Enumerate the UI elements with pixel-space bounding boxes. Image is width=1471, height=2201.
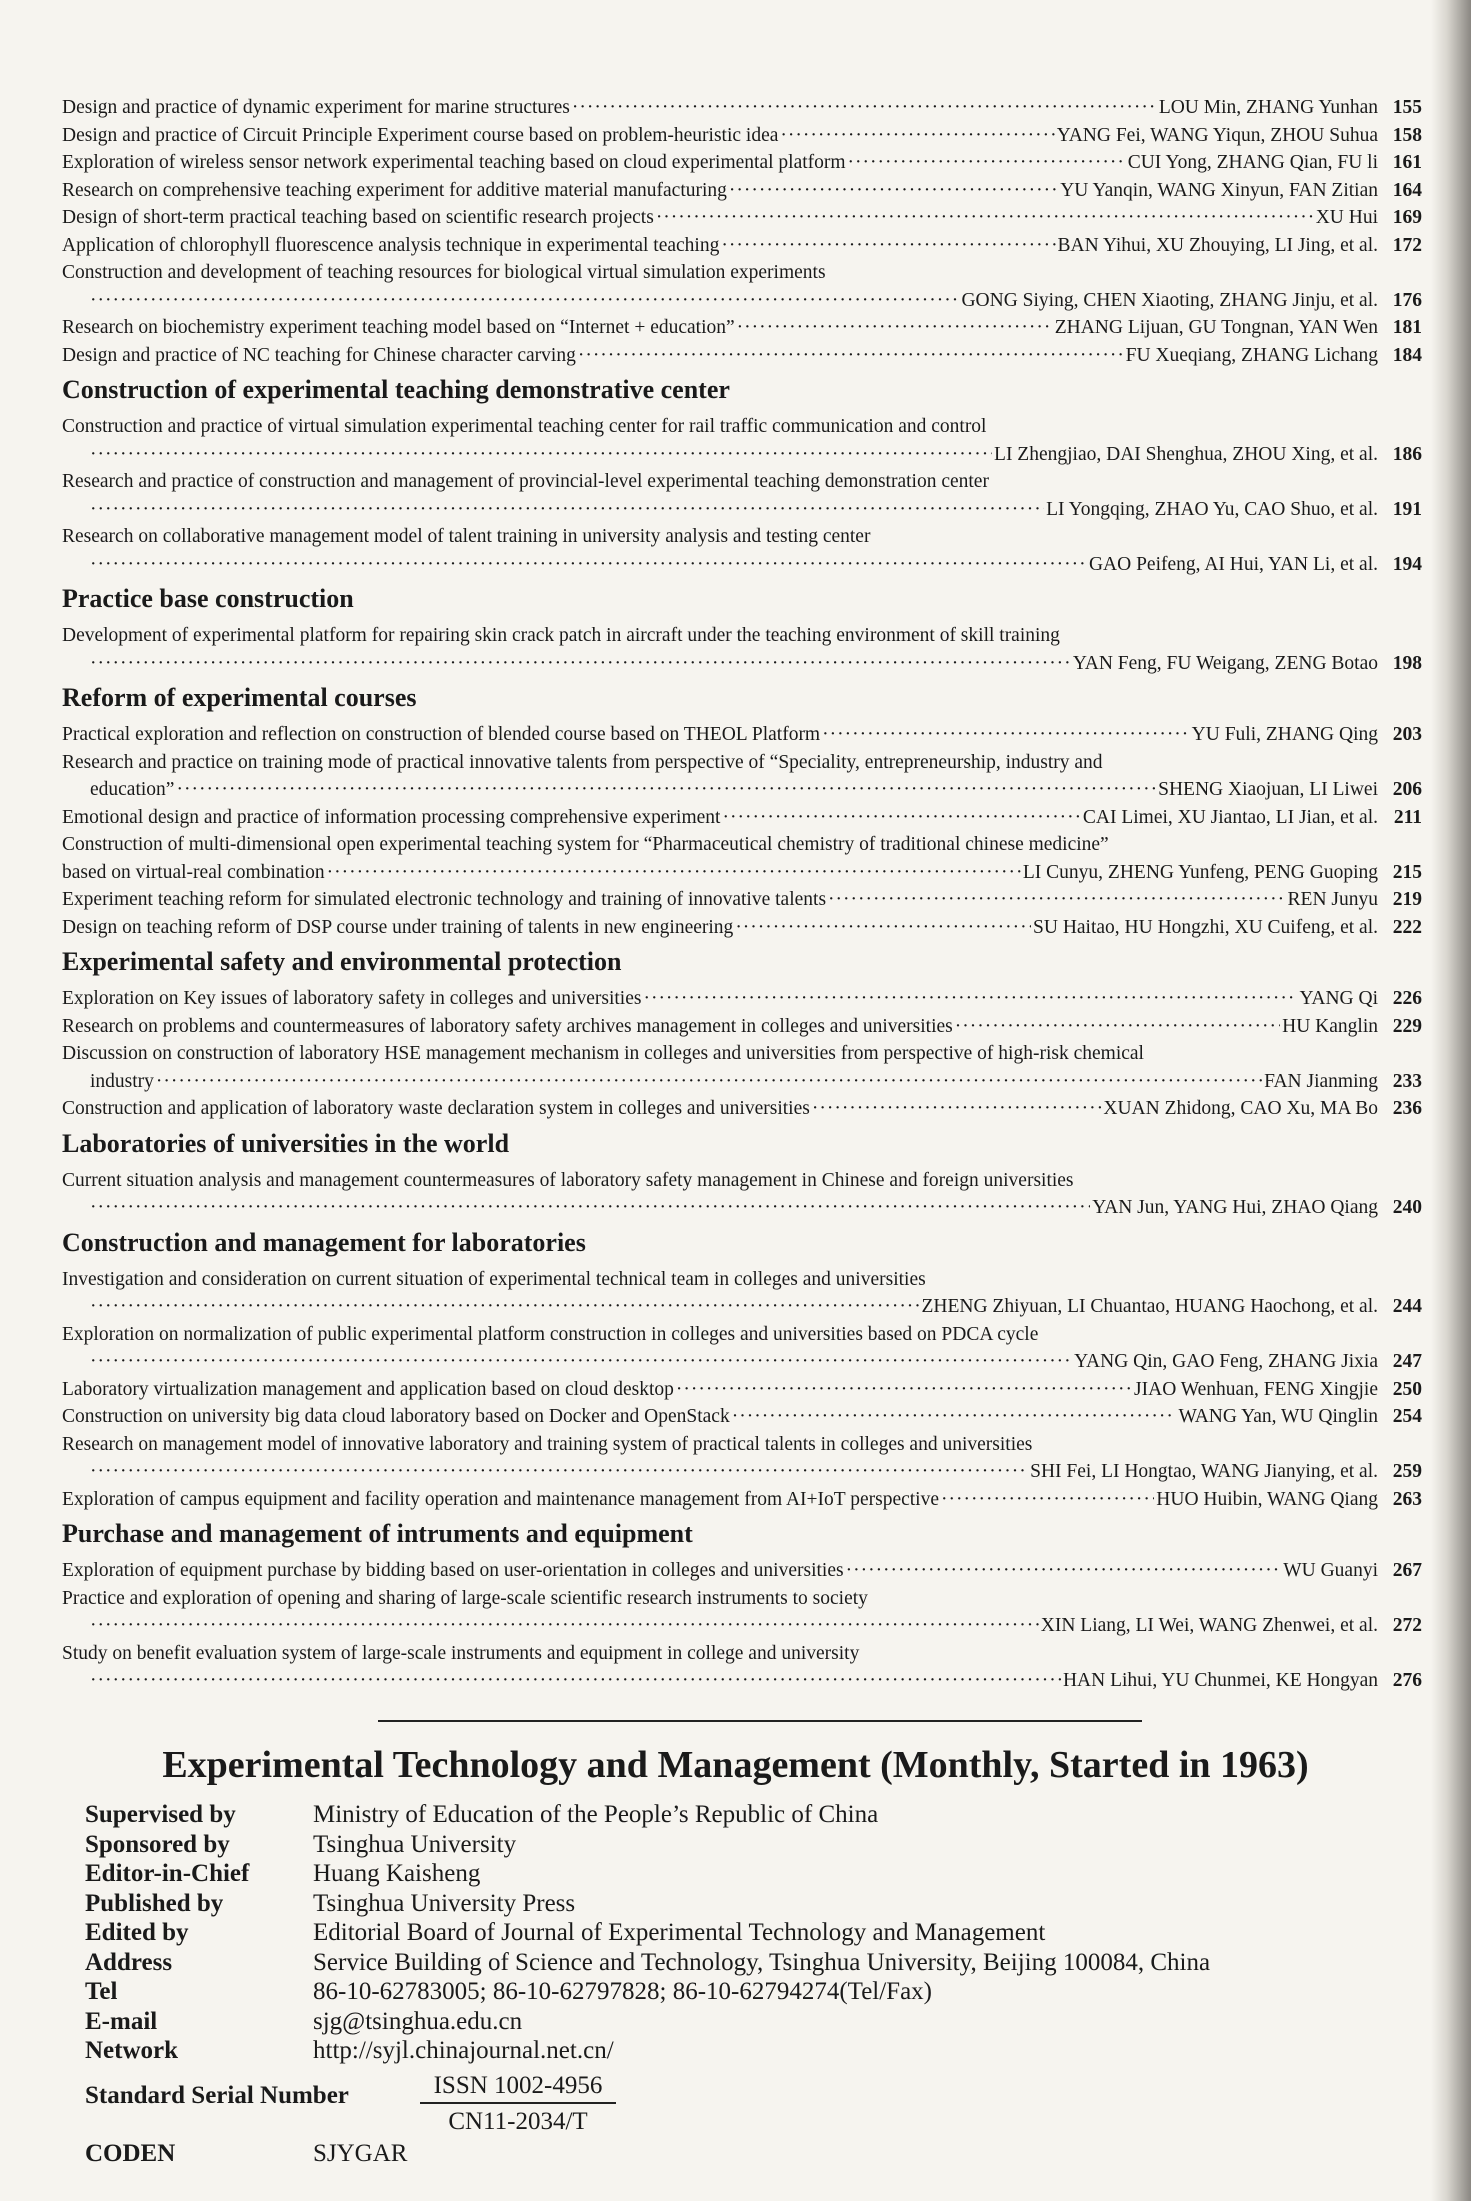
entry-authors: SU Haitao, HU Hongzhi, XU Cuifeng, et al. [1033, 916, 1378, 938]
section-heading: Construction and management for laboratories [62, 1227, 586, 1257]
entry-page-number: 181 [1392, 317, 1422, 338]
imprint-value: Editorial Board of Journal of Experimental Technology and Management [313, 1919, 1046, 1946]
imprint-label: Network [85, 2037, 179, 2064]
entry-authors: YAN Feng, FU Weigang, ZENG Botao [1072, 652, 1378, 674]
entry-title: Research on collaborative management model of talent training in university analysis and testing center [62, 526, 871, 547]
serial-label: Standard Serial Number [85, 2082, 349, 2109]
entry-page-number: 247 [1392, 1351, 1422, 1372]
imprint-label: Tel [85, 1978, 118, 2005]
toc-entry[interactable] [62, 1557, 1422, 1585]
entry-page-number: 169 [1392, 207, 1422, 228]
toc-entry[interactable] [62, 342, 1422, 370]
toc-entry[interactable] [62, 149, 1422, 177]
imprint-value: Service Building of Science and Technology, Tsinghua University, Beijing 100084, China [313, 1948, 1211, 1976]
imprint-row [85, 1800, 1210, 1830]
toc-entry[interactable] [62, 1321, 1422, 1376]
entry-page-number: 158 [1392, 124, 1422, 146]
toc-entry[interactable] [62, 1013, 1422, 1041]
entry-title: Practice and exploration of opening and sharing of large-scale scientific research instruments to society [62, 1587, 868, 1609]
entry-title: Design on teaching reform of DSP course under training of talents in new engineering [62, 916, 734, 938]
toc-entry[interactable] [62, 831, 1422, 886]
entry-page-number: 233 [1392, 1070, 1422, 1092]
entry-authors: BAN Yihui, XU Zhouying, LI Jing, et al. [1057, 234, 1378, 256]
entry-title: Investigation and consideration on current situation of experimental technical team in colleges and universities [62, 1268, 926, 1290]
toc-entry[interactable] [62, 721, 1422, 749]
entry-page-number: 206 [1392, 779, 1422, 800]
leader-dots [676, 1376, 1132, 1404]
entry-page-number: 226 [1392, 988, 1422, 1009]
entry-authors: XUAN Zhidong, CAO Xu, MA Bo [1103, 1098, 1378, 1119]
entry-page-number: 211 [1393, 806, 1422, 828]
imprint-row [85, 1948, 1210, 1978]
imprint-row [85, 2007, 1210, 2037]
entry-authors: HAN Lihui, YU Chunmei, KE Hongyan [1062, 1670, 1378, 1691]
entry-authors: XU Hui [1315, 207, 1378, 228]
leader-dots [656, 204, 1314, 232]
imprint-value: Huang Kaisheng [313, 1860, 481, 1887]
leader-dots [90, 496, 1044, 524]
entry-page-number: 236 [1392, 1098, 1422, 1119]
leader-dots [721, 232, 1055, 260]
section-heading: Reform of experimental courses [62, 683, 417, 712]
toc-entry[interactable] [62, 1403, 1422, 1431]
entry-page-number: 164 [1392, 179, 1422, 201]
leader-dots [722, 804, 1080, 832]
entry-page-number: 161 [1392, 152, 1422, 173]
leader-dots [90, 1667, 1061, 1695]
table-of-contents [62, 94, 1422, 1695]
toc-entry[interactable] [62, 413, 1422, 468]
imprint-row [85, 2036, 1210, 2066]
entry-page-number: 198 [1392, 652, 1422, 674]
entry-page-number: 176 [1392, 289, 1422, 311]
toc-entry[interactable] [62, 1095, 1422, 1123]
journal-title: Experimental Technology and Management (Monthly, Started in 1963) [162, 1744, 1309, 1786]
entry-title: Exploration on Key issues of laboratory safety in colleges and universities [62, 988, 642, 1009]
entry-authors: YU Yanqin, WANG Xinyun, FAN Zitian [1060, 179, 1378, 201]
imprint-label: Editor-in-Chief [85, 1860, 250, 1887]
entry-authors: ZHENG Zhiyuan, LI Chuantao, HUANG Haochong, et al. [921, 1296, 1378, 1317]
imprint-label: Sponsored by [85, 1830, 230, 1858]
entry-authors: XIN Liang, LI Wei, WANG Zhenwei, et al. [1040, 1615, 1378, 1636]
toc-entry[interactable] [62, 468, 1422, 523]
entry-authors: CAI Limei, XU Jiantao, LI Jian, et al. [1082, 806, 1378, 828]
imprint-label: Published by [85, 1889, 224, 1917]
entry-page-number: 215 [1392, 861, 1422, 883]
leader-dots [955, 1013, 1280, 1041]
entry-authors: SHI Fei, LI Hongtao, WANG Jianying, et al. [1030, 1461, 1378, 1482]
entry-authors: LI Cunyu, ZHENG Yunfeng, PENG Guoping [1022, 861, 1378, 883]
entry-title: Research on comprehensive teaching experiment for additive material manufacturing [62, 179, 727, 201]
entry-title: Exploration of campus equipment and facility operation and maintenance management from AI+IoT perspective [62, 1488, 940, 1510]
entry-title: Experiment teaching reform for simulated electronic technology and training of innovative talents [62, 889, 827, 910]
imprint-value: Tsinghua University [313, 1830, 517, 1858]
entry-title: Exploration on normalization of public experimental platform construction in colleges and universities based on PDCA cycle [62, 1323, 1039, 1345]
imprint-row [85, 1889, 1210, 1919]
entry-page-number: 250 [1392, 1378, 1422, 1400]
toc-entry[interactable] [62, 985, 1422, 1013]
entry-page-number: 184 [1392, 344, 1422, 366]
section-heading: Purchase and management of intruments and equipment [62, 1519, 693, 1548]
entry-authors: GONG Siying, CHEN Xiaoting, ZHANG Jinju, et al. [961, 289, 1378, 311]
leader-dots [846, 1557, 1282, 1585]
entry-authors: YANG Fei, WANG Yiqun, ZHOU Suhua [1056, 124, 1378, 146]
entry-page-number: 244 [1392, 1296, 1422, 1317]
entry-page-number: 272 [1392, 1615, 1422, 1636]
entry-authors: GAO Peifeng, AI Hui, YAN Li, et al. [1088, 553, 1378, 575]
leader-dots [822, 721, 1190, 749]
entry-page-number: 172 [1392, 234, 1422, 256]
coden-label: CODEN [85, 2140, 176, 2167]
leader-dots [156, 1068, 1262, 1096]
leader-dots [90, 1293, 919, 1321]
entry-title: Emotional design and practice of information processing comprehensive experiment [62, 806, 721, 828]
cn-number: CN11-2034/T [448, 2108, 588, 2135]
section-heading: Laboratories of universities in the world [62, 1128, 510, 1158]
page-edge-shadow [1431, 0, 1471, 2201]
imprint-value: http://syjl.chinajournal.net.cn/ [313, 2037, 614, 2064]
imprint-row [85, 1830, 1210, 1860]
entry-title-continued: based on virtual-real combination [62, 861, 325, 883]
divider-rule [378, 1720, 1142, 1722]
leader-dots [732, 1403, 1177, 1431]
entry-authors: YANG Qi [1299, 988, 1378, 1009]
entry-title: Construction on university big data cloud laboratory based on Docker and OpenStack [62, 1406, 730, 1427]
leader-dots [90, 650, 1071, 678]
entry-page-number: 222 [1392, 916, 1422, 938]
entry-authors: LOU Min, ZHANG Yunhan [1158, 97, 1378, 118]
entry-title: Research on management model of innovative laboratory and training system of practical talents in colleges and universities [62, 1433, 1033, 1455]
entry-page-number: 191 [1392, 498, 1422, 520]
leader-dots [828, 886, 1285, 914]
leader-dots [90, 287, 959, 315]
entry-page-number: 267 [1392, 1560, 1422, 1581]
leader-dots [90, 1612, 1039, 1640]
entry-title-continued: education” [90, 779, 175, 800]
imprint-value: sjg@tsinghua.edu.cn [313, 2007, 523, 2035]
coden-row [85, 2140, 407, 2168]
entry-title: Development of experimental platform for repairing skin crack patch in aircraft under the teaching environment of skill training [62, 625, 1060, 646]
toc-entry[interactable] [62, 1167, 1422, 1222]
leader-dots [780, 122, 1054, 150]
section-heading: Construction of experimental teaching demonstrative center [62, 375, 730, 404]
leader-dots [572, 94, 1157, 122]
entry-page-number: 254 [1392, 1406, 1422, 1427]
section-heading: Experimental safety and environmental protection [62, 947, 622, 976]
leader-dots [90, 1458, 1028, 1486]
toc-entry[interactable] [62, 914, 1422, 942]
entry-page-number: 194 [1392, 553, 1422, 575]
entry-authors: ZHANG Lijuan, GU Tongnan, YAN Wen [1054, 317, 1378, 338]
entry-title: Exploration of wireless sensor network experimental teaching based on cloud experimental platform [62, 152, 846, 173]
entry-page-number: 259 [1392, 1461, 1422, 1482]
toc-entry[interactable] [62, 1486, 1422, 1514]
entry-authors: JIAO Wenhuan, FENG Xingjie [1134, 1378, 1378, 1400]
imprint-value: Tsinghua University Press [313, 1889, 576, 1917]
entry-title: Study on benefit evaluation system of large-scale instruments and equipment in college and university [62, 1642, 860, 1664]
toc-entry[interactable] [62, 314, 1422, 342]
toc-entry[interactable] [62, 122, 1422, 150]
toc-entry[interactable] [62, 1376, 1422, 1404]
entry-title: Exploration of equipment purchase by bidding based on user-orientation in colleges and universities [62, 1560, 844, 1581]
entry-page-number: 219 [1392, 889, 1422, 910]
leader-dots [90, 441, 992, 469]
entry-page-number: 229 [1392, 1015, 1422, 1037]
leader-dots [941, 1486, 1154, 1514]
toc-entry[interactable] [62, 94, 1422, 122]
toc-entry[interactable] [62, 622, 1422, 677]
toc-entry[interactable] [62, 523, 1422, 578]
entry-authors: REN Junyu [1287, 889, 1378, 910]
entry-page-number: 276 [1392, 1670, 1422, 1691]
leader-dots [176, 776, 1156, 804]
imprint-label: Address [85, 1948, 173, 1976]
imprint-label: Edited by [85, 1919, 189, 1946]
entry-title: Design and practice of Circuit Principle Experiment course based on problem-heuristic idea [62, 124, 779, 146]
section-heading: Practice base construction [62, 584, 354, 613]
entry-title: Construction of multi-dimensional open experimental teaching system for “Pharmaceutical chemistry of traditional chinese medicine” [62, 834, 1109, 855]
entry-page-number: 186 [1392, 443, 1422, 465]
imprint-details [85, 1800, 1210, 2066]
leader-dots [643, 985, 1297, 1013]
entry-title: Practical exploration and reflection on construction of blended course based on THEOL Platform [62, 724, 821, 745]
entry-authors: YU Fuli, ZHANG Qing [1191, 724, 1378, 745]
entry-authors: HU Kanglin [1282, 1015, 1378, 1037]
entry-title: Design and practice of dynamic experiment for marine structures [62, 97, 570, 118]
imprint-label: E-mail [85, 2007, 158, 2035]
toc-entry[interactable] [62, 1585, 1422, 1640]
imprint-label: Supervised by [85, 1801, 236, 1828]
imprint-row [85, 1918, 1210, 1948]
entry-title: Research on biochemistry experiment teaching model based on “Internet + education” [62, 317, 735, 338]
entry-authors: FAN Jianming [1264, 1070, 1378, 1092]
toc-entry[interactable] [62, 1640, 1422, 1695]
toc-entry[interactable] [62, 804, 1422, 832]
imprint-row [85, 1977, 1210, 2007]
entry-title: Design and practice of NC teaching for Chinese character carving [62, 344, 576, 366]
entry-title: Research and practice of construction and management of provincial-level experimental teaching demonstration center [62, 471, 989, 492]
serial-number-fraction [420, 2072, 616, 2136]
leader-dots [90, 551, 1087, 579]
toc-entry[interactable] [62, 259, 1422, 314]
toc-entry[interactable] [62, 749, 1422, 804]
toc-entry[interactable] [62, 1266, 1422, 1321]
entry-page-number: 203 [1392, 724, 1422, 745]
entry-title: Construction and application of laboratory waste declaration system in colleges and universities [62, 1098, 810, 1119]
entry-title: Laboratory virtualization management and application based on cloud desktop [62, 1378, 674, 1400]
toc-entry[interactable] [62, 232, 1422, 260]
entry-page-number: 155 [1392, 97, 1422, 118]
entry-title: Construction and development of teaching resources for biological virtual simulation experiments [62, 262, 826, 283]
imprint-value: 86-10-62783005; 86-10-62797828; 86-10-62794274(Tel/Fax) [313, 1978, 933, 2005]
entry-title: Design of short-term practical teaching based on scientific research projects [62, 207, 654, 228]
leader-dots [90, 1194, 1090, 1222]
toc-entry[interactable] [62, 177, 1422, 205]
entry-authors: WANG Yan, WU Qinglin [1178, 1406, 1378, 1427]
entry-title: Research on problems and countermeasures of laboratory safety archives management in colleges and universities [62, 1015, 953, 1037]
leader-dots [90, 1348, 1072, 1376]
entry-authors: CUI Yong, ZHANG Qian, FU li [1127, 152, 1378, 173]
leader-dots [737, 314, 1053, 342]
toc-entry[interactable] [62, 1040, 1422, 1095]
entry-title-continued: industry [90, 1070, 154, 1092]
toc-entry[interactable] [62, 1431, 1422, 1486]
leader-dots [578, 342, 1124, 370]
coden-value: SJYGAR [313, 2140, 408, 2167]
entry-authors: HUO Huibin, WANG Qiang [1156, 1488, 1378, 1510]
toc-entry[interactable] [62, 886, 1422, 914]
issn-number: ISSN 1002-4956 [420, 2072, 616, 2104]
leader-dots [729, 177, 1058, 205]
entry-title: Current situation analysis and management countermeasures of laboratory safety management in Chinese and foreign universities [62, 1169, 1074, 1191]
serial-number-row [85, 2082, 425, 2110]
entry-title: Research and practice on training mode of practical innovative talents from perspective of “Speciality, entrepreneurship, industry and [62, 751, 1103, 773]
entry-authors: YANG Qin, GAO Feng, ZHANG Jixia [1074, 1351, 1378, 1372]
entry-authors: YAN Jun, YANG Hui, ZHAO Qiang [1092, 1197, 1378, 1218]
entry-authors: WU Guanyi [1283, 1560, 1378, 1581]
leader-dots [735, 914, 1031, 942]
entry-page-number: 240 [1392, 1197, 1422, 1218]
entry-authors: LI Zhengjiao, DAI Shenghua, ZHOU Xing, et al. [994, 443, 1378, 465]
entry-title: Discussion on construction of laboratory HSE management mechanism in colleges and universities from perspective of high-risk chemical [62, 1043, 1144, 1064]
leader-dots [848, 149, 1126, 177]
entry-page-number: 263 [1392, 1488, 1422, 1510]
entry-authors: FU Xueqiang, ZHANG Lichang [1125, 344, 1378, 366]
entry-authors: LI Yongqing, ZHAO Yu, CAO Shuo, et al. [1046, 498, 1378, 520]
leader-dots [327, 859, 1021, 887]
leader-dots [812, 1095, 1102, 1123]
entry-title: Application of chlorophyll fluorescence analysis technique in experimental teaching [62, 234, 720, 256]
entry-title: Construction and practice of virtual simulation experimental teaching center for rail traffic communication and control [62, 416, 987, 437]
imprint-row [85, 1859, 1210, 1889]
imprint-value: Ministry of Education of the People’s Republic of China [313, 1801, 879, 1828]
entry-authors: SHENG Xiaojuan, LI Liwei [1158, 779, 1378, 800]
toc-entry[interactable] [62, 204, 1422, 232]
